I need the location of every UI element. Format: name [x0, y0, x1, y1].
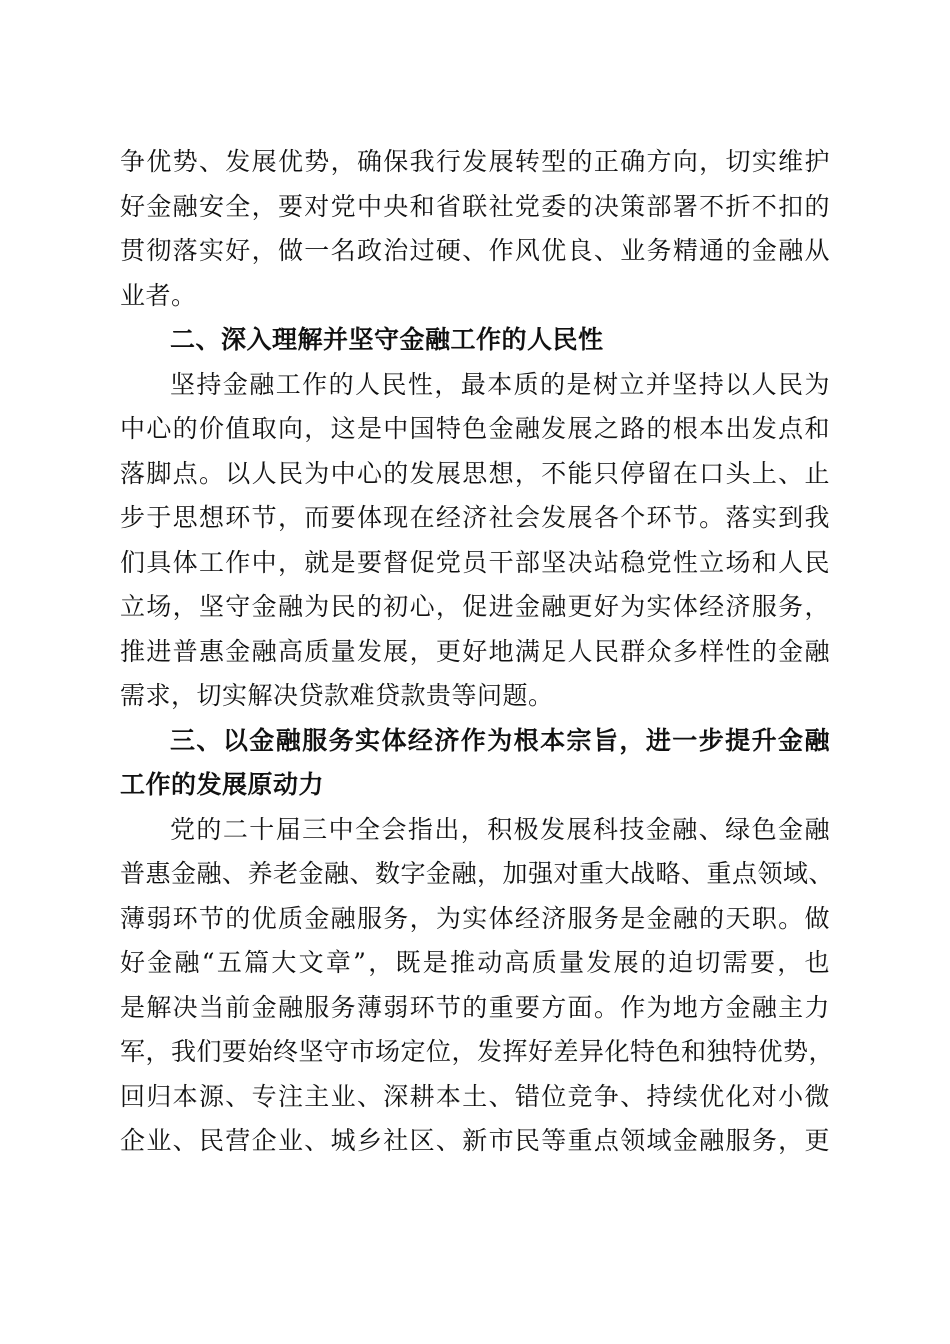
text-line: 党的二十届三中全会指出，积极发展科技金融、绿色金融	[170, 814, 830, 844]
text-line: 坚持金融工作的人民性，最本质的是树立并坚持以人民为	[170, 369, 830, 399]
document-body	[120, 140, 835, 1164]
text-line: 薄弱环节的优质金融服务，为实体经济服务是金融的天职。做	[120, 903, 830, 933]
text-line: 落脚点。以人民为中心的发展思想，不能只停留在口头上、止	[120, 458, 830, 488]
text-line: 企业、民营企业、城乡社区、新市民等重点领域金融服务，更	[120, 1126, 830, 1155]
text-line: 们具体工作中，就是要督促党员干部坚决站稳党性立场和人民	[120, 547, 830, 577]
text-line: 回归本源、专注主业、深耕本土、错位竞争、持续优化对小微	[120, 1081, 830, 1111]
heading-line: 工作的发展原动力	[120, 770, 325, 799]
text-line: 军，我们要始终坚守市场定位，发挥好差异化特色和独特优势，	[120, 1037, 835, 1066]
text-line: 中心的价值取向，这是中国特色金融发展之路的根本出发点和	[120, 414, 830, 443]
paragraph-2	[120, 363, 830, 719]
paragraph-3	[120, 808, 835, 1164]
text-line: 贯彻落实好，做一名政治过硬、作风优良、业务精通的金融从	[120, 236, 830, 265]
text-line: 立场，坚守金融为民的初心，促进金融更好为实体经济服务，	[120, 592, 830, 621]
section-heading-2: 二、深入理解并坚守金融工作的人民性	[170, 325, 604, 354]
text-line: 是解决当前金融服务薄弱环节的重要方面。作为地方金融主力	[120, 992, 830, 1022]
text-line: 好金融安全，要对党中央和省联社党委的决策部署不折不扣的	[120, 191, 830, 221]
heading-line: 三、以金融服务实体经济作为根本宗旨，进一步提升金融	[170, 725, 830, 755]
text-line: 推进普惠金融高质量发展，更好地满足人民群众多样性的金融	[120, 636, 830, 666]
text-line: 需求，切实解决贷款难贷款贵等问题。	[120, 681, 554, 710]
section-heading-3	[120, 719, 830, 808]
text-line: 业者。	[120, 280, 197, 310]
text-line: 好金融“五篇大文章”，既是推动高质量发展的迫切需要，也	[120, 948, 830, 977]
text-line: 普惠金融、养老金融、数字金融，加强对重大战略、重点领域、	[120, 859, 835, 888]
text-line: 步于思想环节，而要体现在经济社会发展各个环节。落实到我	[120, 503, 830, 532]
text-line: 争优势、发展优势，确保我行发展转型的正确方向，切实维护	[120, 147, 830, 176]
paragraph-1	[120, 140, 830, 318]
